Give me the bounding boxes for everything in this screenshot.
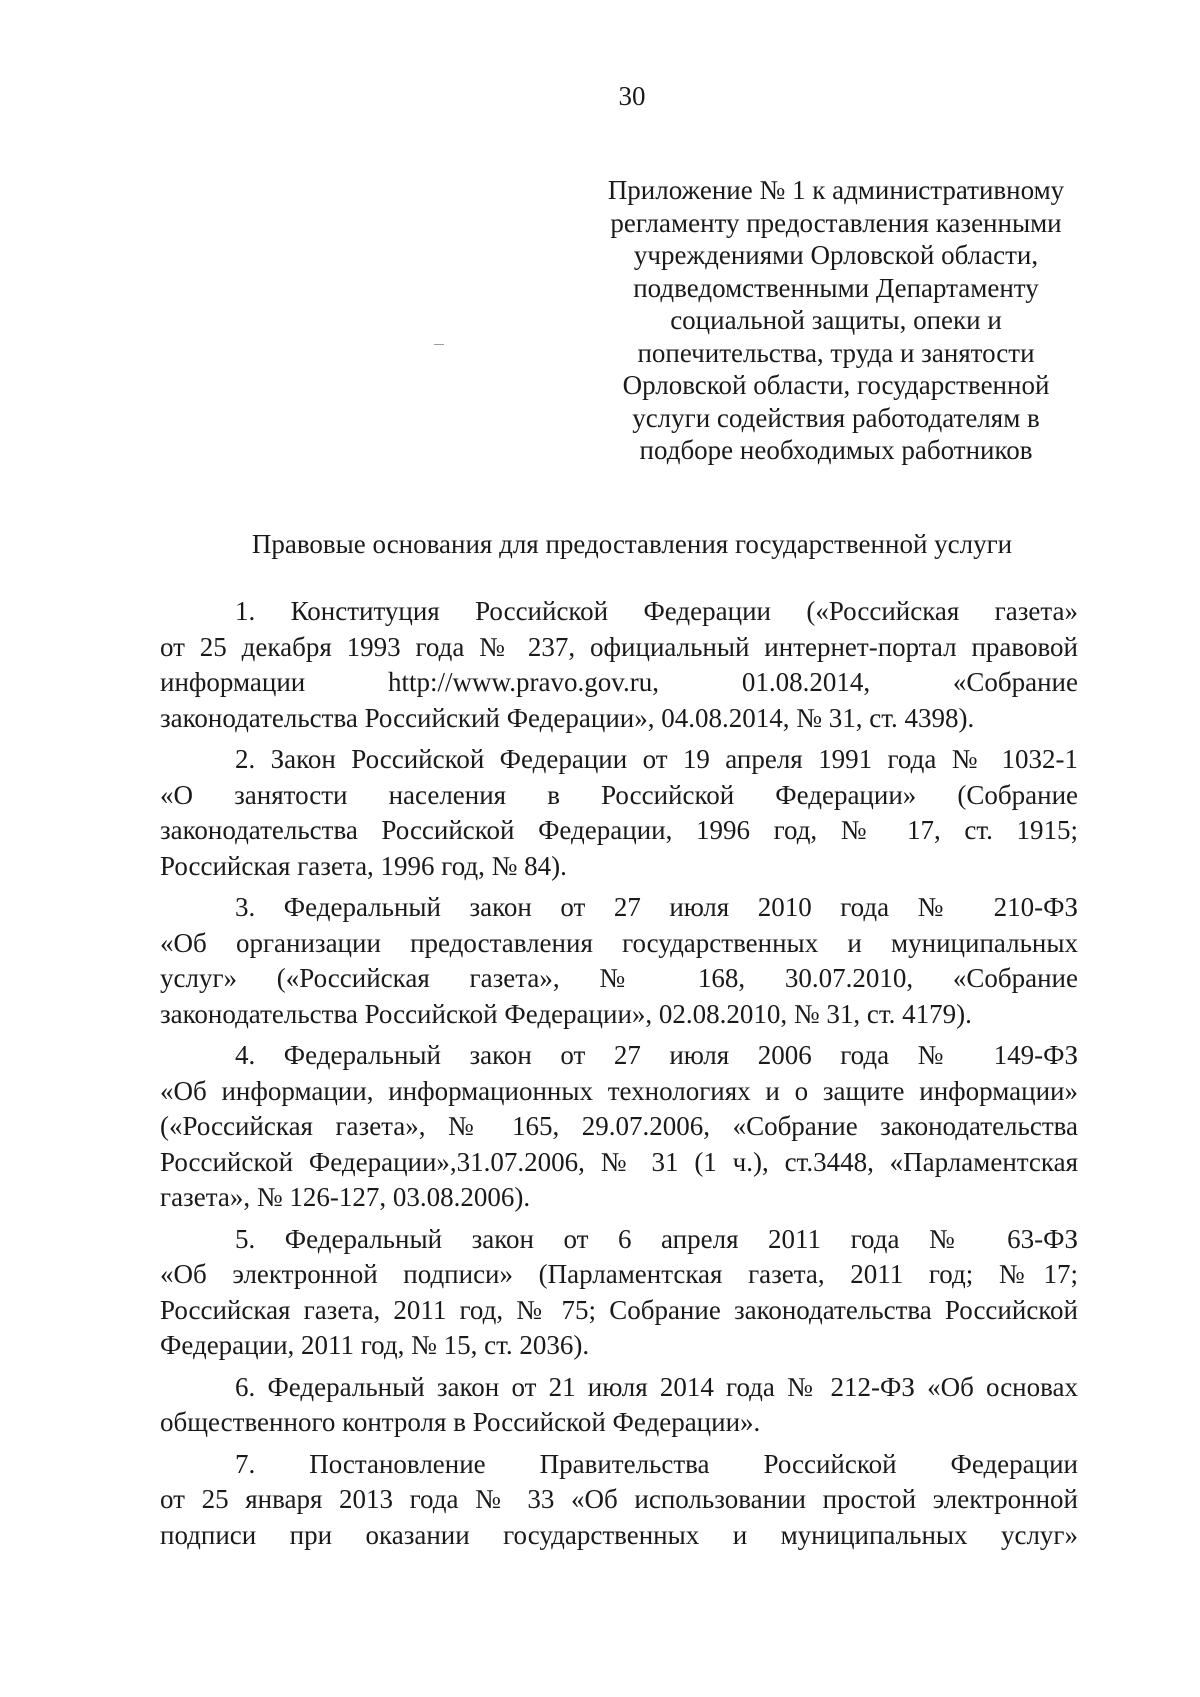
list-item <box>160 1038 1078 1216</box>
list-item-line: законодательства Российский Федерации», 04.08.2014, № 31, ст. 4398). <box>160 702 975 733</box>
list-item-line: Российской Федерации»,31.07.2006, № 31 (1 ч.), ст.3448, «Парламентская <box>160 1146 1078 1177</box>
appendix-line: подведомственными Департаменту <box>633 272 1039 303</box>
list-item-line: 4. Федеральный закон от 27 июля 2006 года № 149-ФЗ <box>235 1040 1078 1070</box>
list-item-line: «О занятости населения в Российской Федерации» (Собрание <box>160 779 1078 810</box>
list-item-line: услуг» («Российская газета», № 168, 30.07.2010, «Собрание <box>160 963 1078 993</box>
appendix-line: Приложение № 1 к административному <box>607 175 1065 205</box>
appendix-line: учреждениями Орловской области, <box>633 240 1039 270</box>
list-item-line: 6. Федеральный закон от 21 июля 2014 года № 212-ФЗ «Об основах <box>235 1371 1078 1402</box>
list-item-line: 7. Постановление Правительства Российской Федерации <box>235 1448 1078 1479</box>
list-item-line: 5. Федеральный закон от 6 апреля 2011 года № 63-ФЗ <box>235 1223 1078 1254</box>
section-title: Правовые основания для предоставления государственной услуги <box>251 529 1013 559</box>
legal-basis-list <box>160 594 1078 1559</box>
list-item-line: от 25 января 2013 года № 33 «Об использовании простой электронной <box>160 1484 1078 1514</box>
list-item-line: «Об электронной подписи» (Парламентская газета, 2011 год; №17; <box>160 1259 1078 1289</box>
list-item <box>160 742 1078 884</box>
appendix-line: Орловской области, государственной <box>622 370 1050 400</box>
list-item-line: «Об организации предоставления государственных и муниципальных <box>160 927 1078 958</box>
list-item-line: подписи при оказании государственных и муниципальных услуг» <box>160 1519 1078 1550</box>
list-item <box>160 594 1078 736</box>
list-item-line: Федерации, 2011 год, № 15, ст. 2036). <box>160 1330 590 1360</box>
list-item <box>160 890 1078 1032</box>
list-item <box>160 1370 1078 1441</box>
appendix-line: регламенту предоставления казенными <box>610 207 1062 238</box>
appendix-line: подборе необходимых работников <box>639 435 1033 465</box>
list-item-line: законодательства Российской Федерации, 1996 год, № 17, ст. 1915; <box>160 815 1078 845</box>
list-item-line: 3. Федеральный закон от 27 июля 2010 года № 210-ФЗ <box>235 892 1078 922</box>
appendix-line: социальной защиты, опеки и <box>670 305 1002 335</box>
appendix-line: услуги содействия работодателям в <box>632 402 1040 433</box>
list-item-line: законодательства Российской Федерации», 02.08.2010, № 31, ст. 4179). <box>160 998 972 1029</box>
list-item-line: газета», № 126-127, 03.08.2006). <box>160 1182 531 1212</box>
list-item-line: «Об информации, информационных технологиях и о защите информации» <box>160 1075 1078 1106</box>
appendix-line: попечительства, труда и занятости <box>637 337 1035 368</box>
list-item <box>160 1447 1078 1554</box>
scan-mark <box>434 344 444 345</box>
page-number: 30 <box>618 81 646 111</box>
list-item-line: («Российская газета», № 165, 29.07.2006, «Собрание законодательства <box>160 1111 1078 1141</box>
list-item-line: Российская газета, 1996 год, № 84). <box>160 850 567 881</box>
list-item-line: Российская газета, 2011 год, № 75; Собрание законодательства Российской <box>160 1294 1078 1325</box>
list-item-line: информации http://www.pravo.gov.ru, 01.08.2014, «Собрание <box>160 667 1078 697</box>
list-item-line: общественного контроля в Российской Федерации». <box>160 1407 761 1437</box>
list-item-line: от 25 декабря 1993 года № 237, официальный интернет-портал правовой <box>160 631 1078 662</box>
list-item-line: 1. Конституция Российской Федерации («Российская газета» <box>235 596 1078 626</box>
list-item-line: 2. Закон Российской Федерации от 19 апреля 1991 года № 1032-1 <box>235 744 1078 774</box>
list-item <box>160 1222 1078 1364</box>
appendix-heading <box>586 174 1086 467</box>
